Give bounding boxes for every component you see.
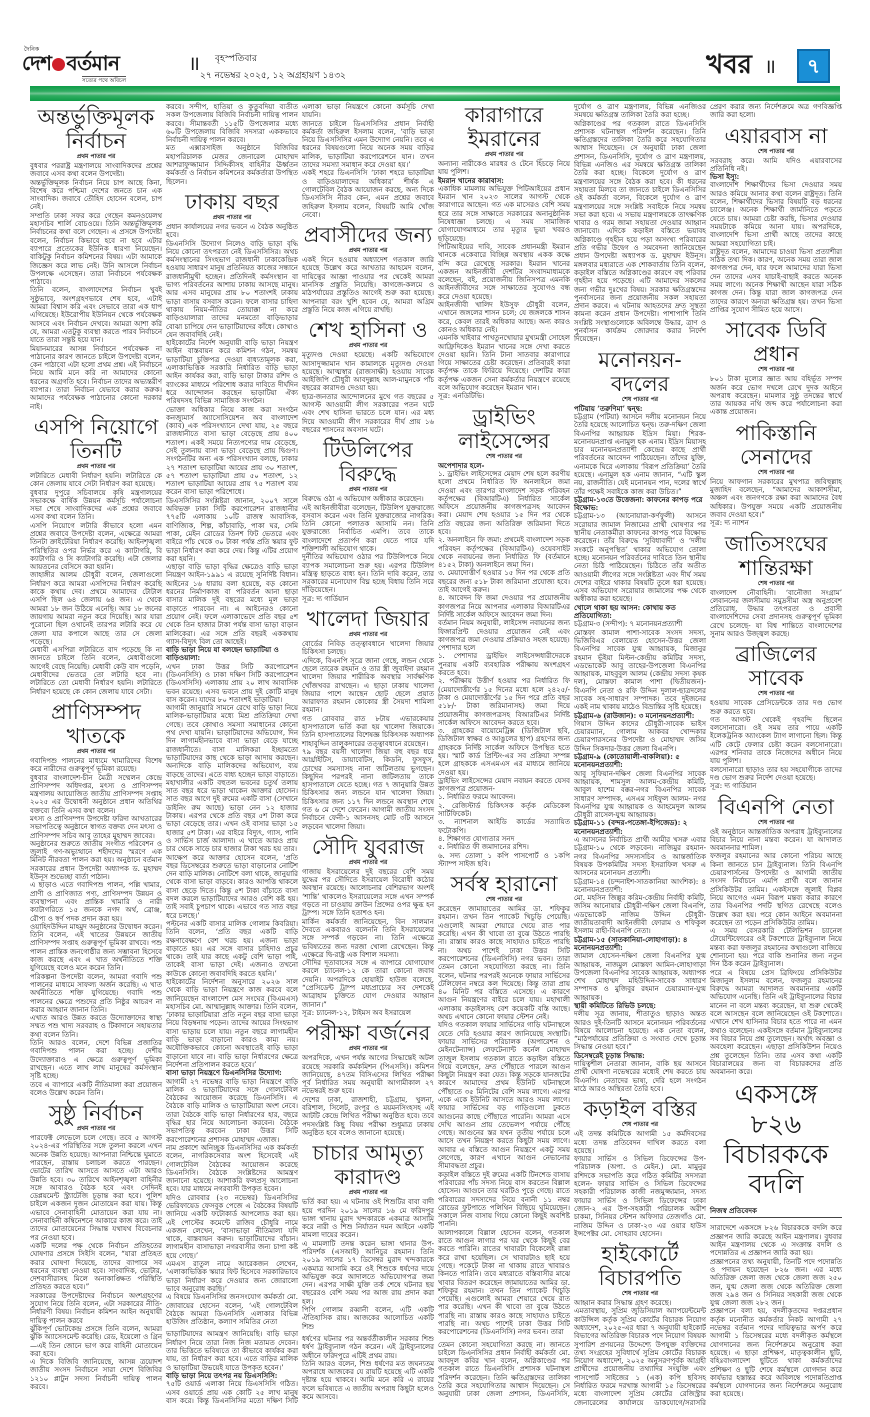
article-paragraph: জামাল হোসেন-দক্ষিণ জেলা বিএনপির যুগ্ম আহ্বায়ক, নাজমুল মোস্তফা আমিন-লোহাগাড়া উপজেলা বিএনপির সাবেক আহ্বায়ক, অধ্যাপক শেখ মোহাম্মদ মহিউদ্দিন-সাবেক সাধারণ সম্পাদক ও মুজিবুর রহমান চেয়ারম্যান-যুগ্ম আহ্বায়ক। (574, 952, 706, 1002)
article-paragraph: জানতে চাইলে ডিএসসিসির প্রধান নির্বাহী কর্মকর্তা জহিরুল ইসলাম বলেন, ‘বাড়ি ভাড়া নিয়ে ডিএসসিসির এমন উদ্যোগ নেয়নি। তবে এ ধরনের বিষয়গুলো নিয়ে অনেক সময় বাড়ির মালিক, ভাড়াটিয়া করপোরেশনে যান। তখন তাদের সমস্যা সমাধান করে দেওয়া হয়।’ (302, 119, 434, 170)
article-paragraph: রাষ্ট্রদূত বলেন, আমাদের চাওয়া ভিসা প্রত্যাশীরা সঠিক তথ্য দিক। কারণ, অনেক সময় তারা জাল কাগজপত্র দেন, যার ফলে আমাদের যারা ভিসা দেন তাদের এসব যাচাই-বাছাই করতে অনেক সময় লাগে। অনেক শিক্ষার্থী আছেন যারা সঠিক কাগজ দেন। কিন্তু যারা জাল কাগজপত্র দেন তাদের কারণে অন্যরা ক্ষতিগ্রস্ত হয়। তখন ভিসা প্রাপ্তির সুযোগ সীমিত হয়ে আসে। (710, 247, 842, 314)
article (710, 421, 842, 528)
article-paragraph: বলসোনারো ছাড়াও তার হয় সহযোগীকে তাদের দণ্ড ভোগ শুরুর নির্দেশ দেওয়া হয়েছে। (710, 765, 842, 782)
article-headline[interactable]: মনোনয়ন-বদলের (598, 347, 682, 396)
article-paragraph: সূত্র: এনডিটিভি। (438, 392, 485, 401)
article-paragraph: এ ছাড়াও এতে গবাদিপশু পালন, পল্লি খামার, প্রাণী ও প্রাণিজাত পণ্য, প্রাণিসম্পদ উন্নয়ন ও ব্যবস্থাপনা এবং প্রান্তিক খামারি ও নারী ক্যাটাগরিতে ১৫ জনকে নগদ অর্থ, ব্রোঞ্জ, রৌপ্য ও স্বর্ণ পদক প্রদান করা হয়। (30, 881, 162, 923)
article-headline[interactable]: পাকিস্তানি সেনাদের (735, 420, 817, 469)
article-paragraph: এমনকি খাইবার পাখতুনখোয়ার মুখ্যমন্ত্রী সোহেল আফ্রিদিকেও ইমরান খানের সঙ্গে দেখা করতে দেওয়া হয়নি। তিনি টানা সাতবার কারাগারে গিয়ে সাক্ষাতের চেষ্টা করেছেন। প্রতিবারই কারা কর্তৃপক্ষ তাকে ফিরিয়ে দিয়েছে। দেশটির কারা কর্তৃপক্ষ একজন সেনা কর্মকর্তার নিয়ন্ত্রণে রয়েছে বলে অভিযোগ করেছেন ইমরান খান। (438, 334, 570, 393)
article (302, 835, 434, 1017)
article-paragraph: ডিসেম্বরেই চূড়ান্ত সিদ্ধান্ত: (574, 1050, 645, 1060)
article-paragraph: গবাদিপশু পালনের মাধ্যমে খামারিদের বিশেষ করে নারীদের গুরুত্বপূর্ণ ভূমিকা রয়েছে। (30, 756, 162, 774)
jump-label: প্রথম পাতার পর (348, 1189, 388, 1197)
article-paragraph: ভাড়াটিয়াদের আমন্ত্রণ জানিয়েছি। বাড়ি ভাড়া নির্ধারণ নিয়ে তারা নিজ নিজ মতামত দেবেন। তার ভিত্তিতে ভবিষ্যতে তা কীভাবে কার্যকর করা যায়, তা নির্ধারণ করা হবে। এতে বাড়ির মালিক ও ভাড়াটিয়া উভয়েই যাতে উপকৃত হবেন।’ (166, 1330, 298, 1372)
article (302, 223, 434, 314)
jump-label: প্রথম পাতার পর (348, 1045, 388, 1053)
article-paragraph: হওয়ায় সাবেক প্রেসিডেন্টকে তার দণ্ড ভোগ শুরু করতে হবে। (710, 699, 842, 716)
article-headline[interactable]: পরীক্ষা বর্জনের (305, 1021, 431, 1046)
jump-label: প্রথম পাতার পর (76, 153, 116, 160)
article-paragraph: সরকারের উপদেষ্টাদের নির্বাচনে অংশগ্রহণের সুযোগ নিয়ে তিনি বলেন, এটা সরকারের নীতি-নির্ধারণী বিষয়। নির্বাচন কমিশন আইন অনুযায়ী দায়িত্ব পালন করবে (30, 1291, 162, 1325)
article-paragraph: ওই অনুষ্ঠানে আন্তর্জাতিক অপরাধ ট্রাইব্যুনালের বিচার নিয়ে নানা মন্তব্য করেন। যা আদালত অবমাননার শামিল। (710, 827, 842, 853)
article-paragraph: ৭৯ বছর বয়সী খালেদা জিয়া বহু বছর ধরে আর্থ্রাইটিস, ডায়াবেটিস, কিডনি, ফুসফুস, চোখের সমস্যাসহ নানা জটিলতায় ভুগছেন। কিছুদিন পরপরই নানা জটিলতায় তাকে হাসপাতালে যেতে হচ্ছে। গত ৭ জানুয়ারি উন্নত চিকিৎসার জন্য লন্ডনে যান খালেদা জিয়া। চিকিৎসার জন্য ১১৭ দিন লন্ডনে অবস্থান শেষে গত ৬ মে দেশে ফেরেন। আগামী জাতীয় সংসদ নির্বাচনে ফেনী-১ আসনসহ মোট ৩টি আসনে লড়বেন খালেদা জিয়া। (302, 747, 434, 831)
article-paragraph: আক্ষেপ করে আক্তার হোসেন বলেন, ‘প্রতি বছর ডিসেম্বরের শুরুতে ভাড়া বাড়ানোর নোটিশ দেন বাড়ি মালিক। নোটিশে বলা থাকে, জানুয়ারি থেকে বাসা ভাড়া বাড়বে। কারও আপত্তি থাকলে বাসা ছেড়ে দিতে। কিন্তু ৫শ টাকা বাঁচাতে বাসা বদল করলে ভাড়াটিয়াদের আরও বেশি কষ্ট হয়। তাই সবাই চুপচাপ থাকে। এভাবে গত সাত বছর ধরে চলছে।’ (166, 853, 298, 920)
article-paragraph: মিয়ানমারের আসন্ন নির্বাচনে পর্যবেক্ষক না পাঠানোর কারণ জানতে চাইলে উপদেষ্টা বলেন, কেন পাঠাবো এটা হলো প্রথম প্রশ্ন। এই নির্বাচনে নিয়ে আমি মনে করি না আমাদের কোনো ধরনের অগ্রগতি হবে। নির্বাচন তাদের অভ্যন্তরীণ ব্যাপার। তারা নির্বাচন যেভাবে করার করুক। আমাদের পর্যবেক্ষক পাঠানোর কোনো দরকার নাই। (30, 344, 162, 411)
article-headline[interactable]: হাইকোর্টে বিচারপতি (598, 1242, 682, 1291)
article (302, 1021, 434, 1137)
article-headline[interactable]: ড্রাইভিং লাইসেন্সের (458, 404, 550, 453)
article-paragraph: সরবরাহ করে। আমি যদিও এয়ারবাসের প্রতিনিধি নই। (710, 156, 842, 173)
article-paragraph: অন্যান্য নারীকেও মারধর ও টেনে হিঁচড়ে নিয়ে যায় পুলিশ। (438, 160, 570, 177)
article-headline[interactable]: খালেদা জিয়ার (306, 607, 430, 632)
article-headline[interactable]: সর্বস্ব হারানো (450, 872, 558, 897)
jump-label: প্রথম পাতার পর (348, 342, 388, 350)
article-paragraph: একাধিক মামলায় অভিযুক্ত পিটিআইয়ের প্রধান ইমরান খান ২০২৩ সালের আগস্ট থেকে কারাগারে আছেন। গত এক মাসেরও বেশি সময় ধরে তার সঙ্গে সাক্ষাতে সরকারের অনানুষ্ঠানিক নিষেধাজ্ঞা চলছে। এ সময় সামাজিক যোগাযোগমাধ্যমে তার মৃত্যুর ভুয়া খবরও ছড়িয়েছে। (438, 184, 570, 243)
jump-label: প্রথম পাতার পর (348, 858, 388, 866)
article-headline[interactable]: শেখ হাসিনা ও (308, 318, 428, 343)
article (302, 1141, 434, 1331)
logo-daily-label: দৈনিক (24, 46, 40, 53)
article-paragraph: অগ্নিকাণ্ডের পর গতকাল রাতে ডিএনসিসি প্রশাসক ঘটনাস্থল পরিদর্শন করেছেন। তিনি ক্ষতিগ্রস্তদের তালিকা তৈরি করে সহযোগিতার আশ্বাস দিয়েছেন। সে অনুযায়ী ঢাকা জেলা প্রশাসন, ডিএনসিসি, দুর্যোগ ও ত্রাণ মন্ত্রণালয়, বিভিন্ন এনজিও এর সমন্বয়ে ক্ষতিগ্রস্ত তালিকা তৈরি করা হচ্ছে। বিকেলে দুর্যোগ ও ত্রাণ মন্ত্রণালয়ের সঙ্গে বৈঠক করা হবে। কী ধরনের সহায়তা মিলবে তা জানতে চাইলে ডিএনসিসির ওই কর্মকর্তা বলেন, বিকেলে দুর্যোগ ও ত্রাণ মন্ত্রণালয়ের সঙ্গে সংশ্লিষ্ট সবাইকে নিয়ে সমন্বয় সভা করা হবে। এ সভায় মন্ত্রণালয়কে তাৎক্ষণিক খাবার ও গরম জামা সহায়তা দেওয়ার আহ্বান জানাবো। এদিকে কড়াইল বস্তিতে ভয়াবহ অগ্নিকাণ্ডে গৃহহীন হয়ে পড়া অসংখ্য পরিবারের প্রতি গভীর উদ্বেগ ও সমবেদনা জানিয়েছেন প্রধান উপদেষ্টা অধ্যাপক ড. মুহাম্মদ ইউনূস। মঙ্গলবার মধ্যরাতে এক শোকবার্তায় তিনি বলেন, কড়াইল বস্তিতে অগ্নিকাণ্ডের কারণে বহু পরিবার গৃহহীন হয়ে পড়েছে। এটি আমাদের সকলের জন্য গভীর দুঃখের বিষয়। সরকার ক্ষতিগ্রস্তদের পুনর্বাসনের জন্য প্রয়োজনীয় সকল সহায়তা প্রদান করবে। এ ঘটনায় আহতদের দ্রুত সুস্থতা কামনা করেন প্রধান উপদেষ্টা। পাশাপাশি তিনি সংশ্লিষ্ট সংস্থাগুলোকে অবিলম্বে উদ্ধার, ত্রাণ ও পুনর্বাসন কার্যক্রম জোরদার করার নির্দেশ দিয়েছেন। (574, 119, 706, 344)
article (438, 103, 570, 401)
newspaper-name (22, 52, 119, 74)
page-header (0, 0, 870, 103)
article-paragraph: দায়িত্বশীল নেতারা জানান, বাকি ছয় আসনে প্রার্থী ঘোষণা নভেম্বরের মধ্যেই শেষ করতে চায় বিএনপি। নেতাদের ভাষ্য, দেরি হলে সংগঠন মাঠে আরও অস্থিরতা তৈরি হবে। (574, 1060, 706, 1093)
article (710, 318, 842, 416)
article-paragraph: ধর্ষণের ঘটনার পর অন্তর্বর্তীকালীন সরকার শিশু ধর্ষণ ট্রাইব্যুনাল গঠন করেন। এই ট্রাইব্যুনালের অধীনে ফরিদপুরে এটিই প্রথম রায়। (302, 1334, 434, 1360)
article-paragraph: সূত্র: দ্য ন্যাশন (710, 519, 749, 528)
article (438, 405, 570, 869)
article-paragraph: পারফেক্ট লেভেলে চলে গেছে। তবে ৫ আগস্ট ২০২৪-এর পরিস্থিতির সঙ্গে তুলনা করলে এখন অনেক উন্নতি হয়েছে। আপনারা নিশ্চিন্তে ঘুমাতে পারছেন, রাস্তায় চলাচল করতে পারছেন। ভোটের তারিখ আসতে আসতে এটা আরও উন্নতি হবে। ৩০ তারিখে আইনশৃঙ্খলা বাহিনীর সঙ্গে আবারও বৈঠক হবে এবং সেদিনই ডেপ্লয়মেন্ট স্ট্র্যাটেজি চূড়ান্ত করা হবে। পুলিশ চাইলে একজন দুজন মোতায়েন করা যায়। কিন্তু এভাবে সেনাবাহিনী মোতায়েন করা যায় না। সেনাবাহিনী কম্বিনেশনে আকারে কাজ করে। তাই তাদের মোতায়েনের সিদ্ধান্ত যথাযথ বিবেচনার পর নেওয়া হবে। (30, 1134, 162, 1242)
article-paragraph: পেশাদার হলে (438, 644, 476, 653)
article-paragraph: ১. নির্ধারিত ফরমে আবেদন। (438, 793, 516, 802)
article-paragraph: একই শহরে ডিএনসিসি ‘ঢাকা শহরে ভাড়াটিয়া ও বাড়িওয়ালাদের অধিকার’ শীর্ষক এ গোলটেবিল বৈঠক আয়োজন করছে, অন্য দিকে ডিএসসিসি নীরব কেন, এমন প্রশ্নের জবাবে জহিরুল ইসলাম বলেন, বিষয়টি আমি খোঁজ নেবো। (302, 169, 434, 219)
article-paragraph: হাইকোর্টের নির্দেশনা অনুসারে ২০২৬ সাল থেকে বাড়ি ভাড়া নিয়ন্ত্রণে কাজ করবে বলে জানিয়েছেন বাংলাদেশ মেস সংঘের (বিএমএস) মহাসচিব মো. আম্মানুল্লাহ আক্তার। তিনি বলেন, ‘ঢাকার ভাড়াটিয়ারা প্রতি নতুন বছর বাসা ভাড়া নিয়ে বিড়ম্বনায় পড়েন। তাদের আয়ের সিংহভাগ বাসা ভাড়ায় চলে যায়। নতুন বছরে লাগামহীন বাড়ি ভাড়া বাড়ানো কারও কাম্য নয়। অযৌক্তিকভাবে কোনো অবস্থাতেই বাড়ি ভাড়া বাড়ানো যাবে না। বাড়ি ভাড়া নির্ধারণের ক্ষেত্রে নির্দেশনা প্রতিপালন করতে হবে।’ (166, 977, 298, 1069)
article-paragraph: অনুষ্ঠানের শুরুতে জাতীয় সংগীত পরিবেশন ও জুলাই গণ-অভ্যুত্থানে শহীদদের স্মরণে এক মিনিট নীরবতা পালন করা হয়। অনুষ্ঠানে বর্তমান সরকারের প্রধান উপদেষ্টা অধ্যাপক ড. মুহাম্মদ ইউনূস শুভেচ্ছা বার্তা পাঠান। (30, 839, 162, 882)
article-headline[interactable]: কারাগারে ইমরানের (464, 103, 544, 151)
article-paragraph: মোস্তফা কামাল পাশা-সাবেক সংসদ সদস্য, ভিজিবিএর বেলায়েত হোসেন-উত্তর জেলা বিএনপির সাবেক যুগ্ম আহ্বায়ক, মিজানুর রহমান ভূঁইয়া মিল্টন-কেন্দ্রীয় কমিটির সদস্য, এডভোকেট আবু তাহের-উপজেলা বিএনপির আহ্বায়ক, মাহবুবুল আলম (কেন্দ্রীয় সদস্য কৃষক দল), মোস্তফা কামাল পাশা (দ্বিতীয়জন)-বিএনপি নেতা ও রফি উদ্দিন দুলাল-ছাত্রদলের সাবেক সহ-সাধারণ সম্পাদক। তবে দুইজনের একই নাম থাকায় মাঠেও বিভ্রান্তির সৃষ্টি হয়েছে। (574, 628, 706, 712)
article-paragraph: ডিএনসিসি উদ্যোগ নিলেও বাড়ি ভাড়া বৃদ্ধি নিয়ে কোনো তৎপরতা নেই ডিএসসিসির। অথচ কর্মসংস্থানের সিংহভাগ রাজধানী ঢাকাকেন্দ্রিক হওয়ায় সাধারণ মানুষ প্রতিনিয়ত কাজের সন্ধানে রাজধানীমুখী হচ্ছেন। প্রতিদিনই কর্মসংস্থান বা ভাগ্য পরিবর্তনের আশায় ঢাকায় আসছে মানুষ। আর এসব মানুষের প্রায় ৮০ শতাংশই ঢাকায় ভাড়া বাসায় বসবাস করেন। ফলে বাসার চাহিদা থাকায় নিয়ম-নীতির তোয়াক্কা না করে বাড়িওয়ালারা তাদের মনমতো বাড়িভাড়ার বোঝা চাপিয়ে দেন ভাড়াটিয়াদের কাঁধে। কোথাও যেন জবাবদিহি নেই। (166, 239, 298, 339)
article-paragraph: হাইকোর্টের নির্দেশ অনুযায়ী বাড়ি ভাড়া নিয়ন্ত্রণ আইন বাস্তবায়ন করে কমিশন গঠন, সমন্বয় ভাড়াটিয়া চুক্তিপত্র দেওয়া বাধ্যতামূলক করা, এলাকাভিত্তিক সরকারি নির্ধারিত বাড়ি ভাড়া আইন কার্যকর করা, বাড়ি ভাড়া টাকার রশিদ ও ব্যাংকের মাধ্যমে পরিশোধ করার দাবিতে দীর্ঘদিন ধরে আন্দোলন করছেন ভাড়াটিয়া ঐক্য পরিষদসহ বিভিন্ন সামাজিক সংগঠন। (166, 339, 298, 406)
article-paragraph: লটারিতে মেধাবী নির্ধারণ হয়নি। লটারিতে কে কোন জেলায় যাবে সেটা নির্ধারণ করা হয়েছে। (30, 471, 162, 489)
article-paragraph: বাংলাদেশ নৌবাহিনী। ‘বানৌজা সংগ্রাম’ লেবাননের জলসীমায় সমুদ্রসীমা অস্ত্র অনুপ্রবেশ প্রতিরোধ, উদ্ধার তৎপরতা ও প্রবাসী বাংলাদেশিদের সেবা প্রদানসহ গুরুত্বপূর্ণ ভূমিকা রেখে চলেছে- যা বিশ্ব শান্তিতে বাংলাদেশের সুনাম আরও উজ্জ্বল করছে। (710, 588, 842, 638)
article (710, 124, 842, 315)
article-paragraph: গিয়াস উদ্দিন কাদের চৌধুরী-সাবেক ভাইস চেয়ারম্যান, গোলাম আকবর খোন্দকার চেয়ারপারসনের উপদেষ্টা ও মোহাম্মদ জসিম উদ্দিন সিকদার-উত্তর জেলা বিএনপি। (574, 719, 706, 753)
issue-date: ২৭ নভেম্বর ২০২৫, ১২ অগ্রহায়ণ ১৪৩২ (200, 71, 346, 81)
jump-label: শেষ পাতার পর (757, 147, 795, 155)
page-number-badge: ৭ (797, 49, 830, 83)
article-paragraph: প্রজ্ঞাপনের তথ্য অনুযায়ী, তিনটি পদে পদোন্নতি ও পদায়ন হয়েছেন ৮২৬ জন। এর মধ্যে অতিরিক্ত জেলা জজ থেকে জেলা জজ ২৫০ জন, যুগ্ম জেলা জজ থেকে অতিরিক্ত জেলা জজ ২৯৪ জন ও সিনিয়র সহকারী জজ থেকে যুগ্ম জেলা জজ ২৮২ জন। (710, 1257, 842, 1308)
jump-label: শেষ পাতার পর (485, 896, 523, 904)
article-continuation (302, 1335, 434, 1401)
article-paragraph: করবে। সন্দীপ, হাতিয়া ও কুতুবদিয়া ব্যতীত সকল উপজেলায় বিজিবি নির্বাচনী দায়িত্ব পালন করবে। সীমান্তবর্তী ১১৫টি উপজেলার মধ্যে ৬০টি উপজেলায় বিজিবি সদস্যরা এককভাবে নির্বাচনী দায়িত্ব পালন করবে। (166, 103, 298, 145)
article-headline[interactable]: ব্রাজিলের সাবেক (735, 642, 817, 691)
article-paragraph: সারাদেশে একসঙ্গে ৮২৬ বিচারককে বদলি করে প্রজ্ঞাপন জারি করেছে আইন মন্ত্রণালয়। বুধবার আইন মন্ত্রণালয় থেকে এ সংক্রান্ত বদলি ও পদোন্নতির এ প্রজ্ঞাপন জারি করা হয়। (710, 1224, 842, 1258)
article-paragraph: একই দিনে হওয়ায় অধ্যাদেশ গতকাল জারি হয়েছে উল্লেখ করে আখতার আহমেদ বলেন, দায়িত্বের আজ্ঞা পাওয়ার পর থেকেই আমরা মানসিক প্রস্তুতি নিয়েছি। কাগজে-কলমে ও মাঠপর্যায়ের প্রস্তুতিও আগেই শুরু করা হয়েছে। আপনারা বরং খুশি হবেন যে, আমরা অগ্রিম প্রস্তুতি নিয়ে কাজ এগিয়ে রাখছি। (302, 256, 434, 314)
article-paragraph: ইমরান খানের কারাবাস: (438, 175, 504, 185)
article (574, 348, 706, 1094)
header-green-rule (30, 86, 840, 101)
header-divider: ॥ (188, 51, 200, 75)
article-paragraph: ৫. নির্ধারিত ফী জমাদানের রশিদ। (438, 843, 529, 852)
article (30, 1101, 162, 1391)
article-paragraph: পরে এ বিষয়ে প্রেস ব্রিফিংয়ে প্রসিকিউটর মিজানুল ইসলাম বলেন, ফজলুর রহমানের বিরুদ্ধে আমরা আদালত অবমাননার একটি অভিযোগ এনেছি। তিনি এই ট্রাইব্যুনালের বিচার মানেন না বলে মন্তব্য করেছেন, যা শুরু থেকেই বলে আসছেন বলে জানিয়েছেন ওই টকশোতে। এখানে শেখ হাসিনার বিচার হতে পারে না এমন কথাও বলেছেন। একইসঙ্গে বর্তমান ট্রাইব্যুনালের সব বিচার নিয়ে প্রশ্ন তুলেছেন। অর্থাৎ অবজ্ঞা ও অবহেলা করেছেন। এছাড়া প্রসিকিউশন নিয়েও প্রশ্ন তুলেছেন তিনি। তার এসব কথা একটি বিচারালয়ের জন্য বা বিচারকদের প্রতি অবমাননা করে। (710, 968, 842, 1077)
article-paragraph: ফায়ার সার্ভিস ও সিভিল ডিফেন্সের উপ-পরিচালক (অপা. ও মেইন.) মো. মামুনুর রশিদকে সভাপতি করে গঠিত কমিটির সদস্যরা হলেন- ফায়ার সার্ভিস ও সিভিল ডিফেন্সের সহকারী পরিচালক কাজী নজমুজ্জামান, সদস্য ফায়ার সার্ভিস ও সিভিল ডিফেন্সের ঢাকা জোন-২ এর উপ-সহকারী পরিচালক অরীশ চাকমা, সিনিয়র স্টেশন অফিসার তেজগাঁও মো. নাজিম উদ্দিন ও ঢাকা-২৩ এর ওয়ার হাউস ইন্সপেক্টর মো. সোহরাব হোসেন। (574, 1155, 706, 1238)
article-headline[interactable]: এয়ারবাস না (724, 123, 828, 148)
article-paragraph: সূত্র: দ্য গার্ডিয়ান (710, 782, 757, 791)
article-headline[interactable]: সাবেক ডিবি প্রধান (725, 318, 827, 367)
article-paragraph: মেধাবী এসপিরা লটারিতে বাদ পড়েছে কি না জানতে চাইলে তিনি বলেন, মেধাবীগুলো আগেই বেছে নিয়েছি। মেধাবী কেউ বাদ পড়েনি, মেধাবীদের ভেতরে তো লটারি হবে না। লটারিতে তো মেধাবী নির্ধারণ হয়নি। লটারিতে নির্ধারণ হয়েছে কে কোন জেলায় যাবে সেটা। (30, 646, 162, 696)
article (710, 1080, 842, 1398)
article-paragraph: সৌদির দূতাবাসের সঙ্গে এ ব্যাপারে যোগাযোগ করলে চ্যানেল-১২ কে তারা কোনো জবাব দেয়নি। অপরদিকে হোয়াইট হাউজ বলেছে, “প্রেসিডেন্ট ট্রাম্প মধ্যপ্রাচ্যের সব দেশকেই আব্রাহাম চুক্তিতে যোগ দেওয়ার আহ্বান জানান।” (302, 959, 434, 1009)
jump-label: প্রথম পাতার পর (76, 747, 116, 755)
article-paragraph: ঝুঁকিপূর্ণ ভোটকেন্দ্র প্রসঙ্গে তিনি বলেন, আমরা ঝুঁকি অ্যাসেসমেন্ট করেছি। রেড, ইয়েলো ও গ্রিন—এই তিন জোনে ভাগ করে বাহিনী মোতায়েন করা হবে। (30, 1324, 162, 1358)
article-paragraph: যদিও গতকাল ফায়ার সার্ভিসের গাড়ি ঘটনাস্থলে যেতে দেরি হওয়ার কারণ জানিয়েছে সংস্থাটি। ফায়ার সার্ভিসের পরিচালক (অপারেশন ও মেইনটেন্যান্স) লেফটেন্যান্ট কর্নেল মোহাম্মদ তাজুল ইসলাম গতকাল রাতে কড়াইল বস্তিতে গিয়ে বলেছেন, দ্রুত পৌঁছাতে পারলে আগুন কিছুটা নিয়ন্ত্রণ করা যেত। কিন্তু সড়কে যানজটের কারণে আমাদের প্রথম ইউনিট ঘটনাস্থলে পৌঁছাতে ৩৫ মিনিটের বেশি সময় লাগে। এরপর একে একে ইউনিট আসতে আরও সময় লাগে। ফায়ার সার্ভিসের বড় গাড়িগুলো ঢুকতে আগুনের কাছে পৌঁছাতে পারেনি। আমরা এসে দেখি আগুন প্রায় তেভেলপ পর্যায়ে পৌঁছে গেছে। আগুনের স্তর যখন তৃতীয় পর্যায়ে চলে আসে তখন নিয়ন্ত্রণ করতে কিছুটা সময় লাগে। আবার এ বস্তিতে আগুন নিয়ন্ত্রণে একটু সময় লেগেছে, কারণ এখানে আগুন নেভানোর সীমাবদ্ধতা প্রচুর। (438, 1021, 570, 1171)
article (710, 642, 842, 790)
article-paragraph: মহাখালীর একটি বহুতল ভবনের চতুর্থ তলায় সাত বছর ধরে ভাড়া থাকেন আক্তার হোসেন। সাত বছর আগে দুই রুমের একটি বাসা (সেখানে ডাইনিং রুম আছে) ভাড়া নেন ১২ হাজার টাকায়। এরপর থেকে প্রতি বছর ৫শ টাকা করে ভাড়া বেড়েছে তার। এখন ওই বাসার ভাড়া ১৫ হাজার ৫শ টাকা। এর বাইরে বিদ্যুৎ, গ্যাস, পানি ও সার্ভিস চার্জ আলাদা। এ খাতে আরও প্রায় চার থেকে সাড়ে চার হাজার টাকা খরচ হয় তার। (166, 778, 298, 854)
article-paragraph: দলীয় সূত্র জানায়, শীতাতুও ছাড়াও অন্তত আরও দুই-তিনটি আসনে মনোনয়ন পরিবর্তনের বিষয়ে আলোচনা হয়েছে। এক নেতা বলেন, “মাঠপর্যায়ের প্রতিক্রিয়া ও সংঘাত দেখে চূড়ান্ত সিদ্ধান্ত নেওয়া হবে।” (574, 1010, 706, 1052)
article-paragraph: এসপি নিয়োগে লটারি কীভাবে হলো এমন প্রশ্নের জবাবে উপদেষ্টা বলেন, এক্ষেত্রে আমরা তিনটা ক্রাইটেরিয়া নির্ধারণ করেছি। আইনশৃঙ্খলা পরিস্থিতির ওপর নির্ভর করে এ ক্যাটাগরি, বি ক্যাটাগরি ও সি ক্যাটাগরি করেছি। এটা জেলার আয়তনের বেসিসে করা হয়নি। (30, 521, 162, 572)
article-paragraph: ৬. সদ্য তোলা ১ কপি পাসপোর্ট ও ১কপি স্ট্যাম্প সাইজ ছবি। (438, 851, 570, 868)
article-paragraph: মার্কিন কর্মকর্তা জানিয়েছেন, বিন সালমান দৈবতে একবারও বলেননি তিনি ইসরায়েলের সঙ্গে সম্পর্ক গড়বেন না। তিনি এক্ষেত্রে ভবিষ্যতের জন্য দরজা খোলা রেখেছেন। কিন্তু এক্ষেত্রে দ্বি-রাষ্ট্র এক বিশাল সমস্যা। (302, 917, 434, 959)
article (710, 795, 842, 1077)
article-paragraph: বোর্ডের নিবিড় তত্ত্বাবধানে খালেদা জিয়ার চিকিৎসা চলছে। (302, 640, 434, 657)
jump-label: শেষ পাতার পর (757, 690, 795, 698)
article-paragraph: ৭৫টি ওয়ার্ড এলাকা নিয়ে ডিএসসিসি গঠিত। এসব ওয়ার্ডে প্রায় এক কোটি ২৫ লাখ মানুষ বাস করে। কিন্তু ডিএনসিসির মতো দক্ষিণ সিটি এলাকা ভাড়া নিয়ন্ত্রণে কোনো কর্মসূচি দেখা যায়নি। (166, 103, 434, 1405)
article-paragraph: প্রজ্ঞাপনে বলা হয়, বদলীকৃতদের দপ্তরপ্রধান কর্তৃক মনোনীত কর্মকর্তার নিকট আগামী ২৭ নভেম্বর বর্তমান পদের দায়িত্বভার অর্পণ করে আগামী ১ ডিসেম্বরের মধ্যে বদলীকৃত কর্মস্থলে যোগদানের জন্য নির্দেশক্রমে অনুরোধ করা হয়েছে। এ ছাড়া প্রশিক্ষণ, মাতৃত্বকালীন ছুটি, বহিঃবাংলাদেশ ছুটিতে থাকা কর্মকর্তাদের প্রশিক্ষণ ও ছুটি শেষে কর্মস্থলে যোগদান করে কার্যভার হস্তান্তর করে অবিলম্বে পদোন্নতিপ্রাপ্ত কর্মস্থলে যোগদানের জন্য নির্দেশক্রমে অনুরোধ করা হয়েছে। (710, 1307, 842, 1399)
article-paragraph: বাড়ি ভাড়া নিয়ে যা বলছেন ভাড়াটিয়া ও বাড়িওয়ালা: (166, 645, 279, 663)
article-paragraph: অপরদিকে, এখন পর্যন্ত আগের সিদ্ধান্তেই অটল রয়েছে সরকারি কর্মকমিশন (পিএসসি)। কমিশন জানিয়েছে, ৪৭তম বিসিএসের লিখিত পরীক্ষা পূর্ব নির্ধারিত সময় অনুযায়ী আগামীকাল ২৭ নভেম্বরই শুরু হবে। (302, 1054, 434, 1096)
tagline: সত্যের পথে অবিচল (82, 78, 127, 84)
article-paragraph: এছাড়া বাড়ি ভাড়া বৃদ্ধির ক্ষেত্রেও বাড়ি ভাড়া নিয়ন্ত্রণ আইন-১৯৯১ এ রয়েছে সুনির্দিষ্ট বিধান। আইনের ১৬ ধারায় বলা হয়েছে, বড় কোনো ধরনের নির্মাণকাজ বা পরিবর্তন আনা ছাড়া বাসার মালিক দুই বছরের মধ্যে মূল ভাড়া বাড়াতে পারবেন না। এ আইনেরও কোনো প্রয়োগ নেই। ফলে এলাকাভেদে প্রতি বছর ৫শ থেকে তিন হাজার টাকা পর্যন্ত বাসা ভাড়া বাড়ান মালিকেরা। এর সঙ্গে প্রতি বছরই এককথায় গ্যাস-বিদ্যুৎ বিল তো আছেই। (166, 563, 298, 646)
article (302, 607, 434, 831)
article-paragraph: সূত্র: দ্য গার্ডিয়ান (302, 594, 349, 603)
article-headline[interactable]: প্রাণিসম্পদ খাতকে (51, 699, 141, 748)
article-paragraph: আগামী জানুয়ারি সামনে রেখে বাড়ি ভাড়া নিয়ে মালিক-ভাড়াটিয়ার মধ্যে মিশ্র প্রতিক্রিয়া দেখা গেছে। তবে কোথাও সমস্যা সমাধানের কোনো পথ দেখা যায়নি। ভাড়াটিয়াদের অভিযোগ, দিন দিন লাগামহীনভাবে বাসা ভাড়া বেড়ে যাচ্ছে রাজধানীতে। বাসা মালিকরা ইচ্ছামতো ভাড়াটিয়াদের কাছ থেকে ভাড়া আদায় করছেন। অন্যদিকে বাড়ি মালিকদের অভিযোগ, ব্যয় বাড়ছে তাদের। এতে বাধ্য হচ্ছেন ভাড়া বাড়াতে। (166, 704, 298, 779)
article-paragraph: চট্টগ্রাম-১১ (বন্দর-পতেঙ্গা-ইপিজেড): ২ মনোনয়নপ্রত্যাশী: (574, 818, 688, 836)
article-headline[interactable]: একসঙ্গে ৮২৬ বিচারককে বদলি (723, 1080, 829, 1201)
article-paragraph: স্থায়ী কমিটিতে রিভিউ চলছে: (574, 1000, 656, 1010)
article-paragraph: চট্টগ্রাম-১৩তে উত্তেজনা: কাফনের কাপড় পরে বিক্ষোভ: (574, 494, 703, 513)
jump-label: শেষ পাতার পর (621, 395, 659, 403)
article (302, 438, 434, 603)
jump-label: শেষ পাতার পর (757, 818, 795, 826)
article-paragraph: বুধবার বাংলাদেশ-চীন মৈত্রী সম্মেলন কেন্দ্রে প্রাণিসম্পদ অধিদপ্তর, মৎস্য ও প্রাণিসম্পদ মন্ত্রণালয় আয়োজিত জাতীয় প্রাণিসম্পদ সপ্তাহ ২০২৫ এর উদ্বোধনী অনুষ্ঠানে প্রধান অতিথির বক্তব্যে তিনি এসব কথা বলেন। (30, 773, 162, 815)
masthead-logo[interactable] (22, 46, 187, 86)
article-paragraph: চট্টগ্রাম-১৫ (সাতকানিয়া-লোহাগাড়া): ৪ মনোনয়নপ্রত্যাশী: (574, 934, 688, 952)
article-paragraph: এই তদন্ত কমিটিকে আগামী ১৫ কর্মদিবসের মধ্যে তদন্ত প্রতিবেদন দাখিল করতে বলা হয়েছে। (574, 1130, 706, 1155)
article-headline[interactable]: চাচার আমৃত্যু কারাদণ্ড (312, 1141, 424, 1190)
article-paragraph: মো. মহসিন জিল্লুর করিম-কেন্দ্রীয় নির্বাহী কমিটি, জসিম আনোয়ার চৌধুরী-দক্ষিণ জেলা বিএনপি, এডভোকেট নাজিম উদ্দিন চৌধুরী-জাতীয়তাবাদী আইনজীবী ফোরাম ও শফিকুল ইসলাম রাহী-বিএনপি নেতা। (574, 894, 706, 936)
article-headline[interactable]: ঢাকায় বছর (185, 189, 279, 214)
jump-label: শেষ পাতার পর (757, 579, 795, 587)
article-paragraph: পরিকল্পনা উপদেষ্টা বলেন, আমরা গবাদি পশু পালনের মাধ্যমে সাফল্য অর্জন করেছি। এ খাত অর্থনীতিতে শক্তি যুগিয়েছে। গবাদি পশু পালনের ক্ষেত্রে পশুদের প্রতি নিষ্ঠুর আচরণ না করার আহ্বান জানান তিনি। (30, 972, 162, 1014)
article-paragraph: নাম প্রকাশে অনিচ্ছুক ডিএনসিসির এক কর্মকর্তা বলেন, নাগরিকসেবার অংশ হিসেবেই এই গোলটেবিল বৈঠকের আয়োজন করেছে ডিএনসিসি। বৈঠকে সংশ্লিষ্টদের আমন্ত্রণ জানানো হয়েছে। আশাকরি ফলপ্রসূ আলোচনা হবে। যার মাধ্যমে নগরবাসী উপকৃত হবেন। (166, 1143, 298, 1194)
jump-label: প্রথম পাতার পর (212, 213, 252, 221)
article-paragraph: তবে এ ব্যাপারে একটি নীতিমালা করা প্রয়োজন বলেও উল্লেখ করেন তিনি। (30, 1080, 162, 1097)
article-continuation (166, 103, 298, 186)
article-paragraph: এদিকে, বিএনপি সূত্রে জানা গেছে, লন্ডন থেকে ছেলে তারেক রহমান ও তার স্ত্রী জুবাইদা রহমান খালেদা জিয়ার শারীরিক অবস্থার সার্বক্ষণিক খোঁজখবর রাখছেন। এ ছাড়া ঢাকায় খালেদা জিয়ার পাশে আছেন ছোট ছেলে প্রয়াত আরাফাত রহমান কোকোর স্ত্রী সৈয়দা শামিলা রহমান। (302, 656, 434, 715)
jump-label: শেষ পাতার পর (621, 1290, 659, 1298)
article-paragraph: আবু সুফিয়ান-দক্ষিণ জেলা বিএনপির সাবেক আহ্বায়ক, শামসুল আলম-কেন্দ্রীয় কমিটি, আবুল হাশেম বক্কর-নগর বিএনপির সাবেক সাধারণ সম্পাদক, এসএম সাইফুল আলম- নগর বিএনপির যুগ্ম আহ্বায়ক ও আহমেদুল আলম চৌধুরী রাসেল-যুগ্ম আহ্বায়ক। (574, 769, 706, 820)
article (574, 1097, 706, 1238)
article-headline[interactable]: অন্তর্ভুক্তিমূলক নির্বাচন (37, 105, 155, 153)
article-paragraph: আলাপকালে বিল্লাল হোসেন বলেন, গতকাল রাতে আগুন লাগার পর ঘর থেকে কিছুই বের করতে পারিনি। রাতের খাবারটা বিকেলেই রান্না করে রাখা হয়েছিল। সে খাবারটাও ছাই হয়ে গেছে। পকেটে টাকা না থাকায় রাতে খাবারও কিনতে পারিনি। তবে মধ্যরাতে বস্তিবাসীর মাঝে খাবার বিতরণ করেছেন জামায়াতের আমির ডা. শফিকুর রহমান। তখন তিন প্যাকেট খিচুড়ি পেয়েছি। এগুলোই আমরা শেয়ারে খেয়ে রাত পার করেছি। এখন কী খাবো তা বুঝে উঠতে পারছি না। রাস্তায় কারও কাছে সাহায্যও চাইতে পারছি না। অথচ পাশেই ঢাকা উত্তর সিটি করপোরেশনের (ডিএনসিসি) নগর ভবন। তারা (438, 1228, 570, 1337)
weekday: বৃহস্পতিবার (215, 54, 257, 64)
article-paragraph: ২. পরীক্ষায় উত্তীর্ণ হওয়ার পর নির্ধারিত ফি (মেয়াদোত্তীর্ণের ১৫ দিনের মধ্যে হলে ২৪২৫/- টাকা ও মেয়াদোত্তীর্ণের ১৫ দিন পরে প্রতি বছর ৫১৮/- টাকা জরিমানাসহ) জমা দিয়ে প্রয়োজনীয় কাগজপত্রসহ বিআরটিএর নির্দিষ্ট সার্কেল অফিসে আবেদন করতে হবে। (438, 677, 570, 727)
jump-label: প্রথম পাতার পর (484, 151, 524, 158)
article-headline[interactable]: জাতিসংঘের শান্তিরক্ষা (724, 531, 828, 580)
article-paragraph: মৎস্য ও প্রাণিসম্পদ উপদেষ্টা ফরিদা আখতারের সভাপতিত্বে অনুষ্ঠানে স্বাগত বক্তব্য দেন মৎস্য ও প্রাণিসম্পদ সচিব আবু তাহের মুহাম্মদ জাবের। (30, 815, 162, 840)
article-paragraph: দুর্নীতির অভিযোগ ওঠার পর টিউলিপকে নিয়ে ব্যাপক সমালোচনা শুরু হয়। এরপর টিউলিপ মন্ত্রিত্ব ছাড়তে বাধ্য হন। তিনি দাবি করেন, তার সরকারের মনোযোগ বিঘ্ন হচ্ছে বিধায় তিনি সরে দাঁড়িয়েছেন। (302, 553, 434, 595)
logo-emblem-icon (52, 58, 65, 71)
article-paragraph: আগামী ২৭ নভেম্বর বাড়ি ভাড়া নিয়ন্ত্রণে বাড়ি মালিক ও ভাড়াটিয়াদের সঙ্গে গোলটেবিল বৈঠকের আয়োজন করেছে ডিএনসিসি। এ বৈঠকে বাড়ি মালিক ও ভাড়াটিয়ারা অংশ নেবে। তারা বৈঠকে বাড়ি ভাড়া নির্ধারণের হার, বছরে বৃদ্ধির হার নিয়ে আলোচনা করবেন। বৈঠকে সভাপতিত্ব করবেন ঢাকা উত্তর সিটি করপোরেশনের প্রশাসক মোহাম্মদ এজাজ। (166, 1077, 298, 1144)
logo-name-part-b: বর্তমান (66, 51, 120, 75)
article-headline[interactable]: কড়াইল বস্তির (583, 1097, 697, 1122)
jump-label: প্রথম পাতার পর (348, 631, 388, 639)
article-paragraph: জাহাঙ্গীর আলম চৌধুরী বলেন, জেলাগুলো নির্ধারণ করে আমরা এসপিদের নির্ধারণ করেছি কাকে কথায় দেব। প্রথমে আমাদের টোটাল এসপি ছিল ৬৪ জেলায় ৬৪ জন। এ থেকে আমরা ১৮ জন উঠিয়ে এনেছি। আর ১৮ জনের জায়গায় আমরা নতুন করে দিয়েছি। আর যারা পুরোনো ছিল ওখানেই তারপর লটারি করে যে জেলা যার কপালে আছে তার সে জেলা পড়েছে। (30, 571, 162, 646)
article-paragraph: গাজায় ইসরায়েলের দুই বছরের বেশি সময় যুদ্ধের পর সৌদিতে ইসরায়েল বিরোধী কঠোর অবস্থান রয়েছে। আলোচনার বেশিরভাগ অংশই ‘শান্তি’ থাকলেও ইসরায়েলের সঙ্গে এখন সম্পর্ক গড়তে না চাওয়ায় ক্রাউন প্রিন্সের ওপর ক্ষুব্ধ হন ট্রাম্প। সঙ্গে তিনি হতাশও হন। (302, 867, 434, 918)
article-paragraph: নিয়ে আফগান সরকারের মুখপাত্র জবিহুল্লাহ মুজাহিদ বলেছেন, “আমাদের আকাশসীমা, অঞ্চল এবং জনগণকে রক্ষা করা আমাদের বৈধ অধিকার। উপযুক্ত সময়ে একটি প্রয়োজনীয় জবাব দেওয়া হবে।” (710, 477, 842, 519)
byline: নিজস্ব প্রতিবেদক (710, 1206, 842, 1218)
article-paragraph: খোলে থাকা ছয় আসন: কোথায় কত প্রতিযোগিতা: (574, 602, 676, 621)
article-paragraph: যদিও রোববার (২৩ নভেম্বর) ডিএনসিসির ভেরিফায়েড ফেসবুক পেজে এ বৈঠকের বিষয়টি জানিয়ে একটি ফটোকার্ড আপলোড করা হয়। এই পোস্টের কমেন্টে রাজিব চৌধুরি নামে একজন লেখেন, ‘বাসাভাড়া নীতিমালা যদি থাকে, বাস্তবায়ন করুন। ভাড়াটিয়াদের বাঁচান। লাগামহীন বাসাভাড়া নগরবাসীর জন্য চাপা কষ্ট হয়ে গেছে।’ (166, 1193, 298, 1260)
article-paragraph: আইনজীবী খালিদ ইউসুফ চৌধুরী বলেন, এখানে জঙ্গলের শাসন চলে; যে জঙ্গলকে শাসন করে, কেবল তারই অধিকার আছে। অন্য কারও কোনও অধিকার নেই। (438, 301, 570, 334)
article-paragraph: অন্তর্ভুক্তিমূলক নির্বাচন নিয়ে চাপ আছে কিনা, বিশেষ করে পশ্চিমা দেশের জনতে চান এক সাংবাদিক। জবাবে তৌহিদ হোসেন বলেন, চাপ নেই। (30, 178, 162, 212)
article-paragraph: ২. রেজিস্টার্ড চিকিৎসক কর্তৃক মেডিকেল সার্টিফিকেট। (438, 801, 570, 819)
article-paragraph: এমএস রাতুল নামে আরেকজন লেখেন, ‘এলাকাভিত্তিক স্কয়ার ফিট হিসেবে সরকারিভাবে ভাড়া নির্ধারণ করে দেওয়ার জন্য জোরালো ভাবে অনুরোধ করছি।’ (166, 1260, 298, 1293)
article-paragraph: ভোক্তা অধিকার নিয়ে কাজ করা সংগঠন কনজ্যুমার্স অ্যাসোসিয়েশন অব বাংলাদেশ (ক্যাব) এক পরিসংখ্যানে দেখা যায়, ২৫ বছরে রাজধানীতে বাসা ভাড়া বেড়েছে প্রায় ৪০০ শতাংশ। একই সময়ে নিত্যপণ্যের দাম বেড়েছে, সেই তুলনায় বাসা ভাড়া বেড়েছে প্রায় দ্বিগুণ। সংগঠনটির অন্য এক পরিসংখ্যান বলছে, ঢাকার ২৭ শতাংশ ভাড়াটিয়া আয়ের প্রায় ৩০ শতাংশ, ৫৭ শতাংশ ভাড়াটিয়া প্রায় ৫০ শতাংশ, ১২ শতাংশ ভাড়াটিয়া আয়ের প্রায় ৭৫ শতাংশ ব্যয় করেন বাসা ভাড়া পরিশোধে। (166, 405, 298, 497)
article (166, 190, 298, 1326)
article-paragraph: তিনি আরও বলেন, শিশু ধর্ষণের মত জঘন্যতম অপরাধে আজকের যে রায়টি হয়েছে এটি একটি দৃষ্টান্ত হয়ে থাকবে। আমি মনে করি এ রায়ের ফলে ভবিষ্যতে এ জাতীয় অপরাধ কিছুটা হলেও কমে আসবে। (302, 1359, 434, 1402)
article-paragraph: পিপি গোলাম রব্বানী বলেন, এটি একটি ঐতিহাসিক রায়। আজকের আলোচিত একটি শিশু (302, 1306, 434, 1331)
article-paragraph: করেছেন জামায়াতের আমির ডা. শফিকুর রহমান। তখন তিন প্যাকেট খিচুড়ি পেয়েছি। এগুলোই আমরা শেয়ারে খেয়ে রাত পার করেছি। এখন কী খাবো তা বুঝে উঠতে পারছি না। রাস্তায় কারও কাছে সাহায্যও চাইতে পারছি না। অথচ পাশেই ঢাকা উত্তর সিটি করপোরেশনের (ডিএনসিসি) নগর ভবন। তারা তেমন কোনো সহযোগিতা করছে না। তিনি বলেন, ঘটনার পরপরই অনেকে ফায়ার সার্ভিসের টেলিফোন নম্বরে কল দিয়েছে। কিন্তু তারা প্রায় ৪০ মিনিট পর বস্তিতে এসেছে। এ কারণে আগুন নিয়ন্ত্রণের বাইরে চলে যায়। মহাখালী এলাকায় কড়াইলসহ বেশ কয়েকটি বস্তি আছে। অথচ এখানে কোনো ফায়ার স্টেশন নেই। (438, 905, 570, 1022)
article (30, 415, 162, 696)
jump-label: শেষ পাতার পর (757, 366, 795, 374)
article-paragraph: পল্টনের একটি বাসার মালিক গোলাম কিবরিয়া। তিনি বলেন, ‘প্রতি বছর একটি বাড়ি রক্ষণাবেক্ষণে বেশ খরচ হয়। এজন্য ভাড়া বাড়াতে হয়। এর সঙ্গে বাসার চাহিদাও প্রচুর থাকে। তাই যার কাছে একটু বেশি ভাড়া পাই, তাকেই বাসা ভাড়া দেই। এজন্যও তখনো কাউকে কোনো জবাবদিহি করতে হয়নি।’ (166, 919, 298, 978)
jump-label: শেষ পাতার পর (621, 1121, 659, 1129)
article-paragraph: অপেশাদার হলে- (438, 460, 485, 470)
article-headline[interactable]: প্রবাসীদের জন্য (303, 223, 433, 248)
article-paragraph: বাড়ি ভাড়া নিয়ে তৎপর নয় ডিএসসিসি: (166, 1370, 278, 1380)
article-paragraph: এ দিকে বিজিবি জানিয়েছে, আসন্ন ত্রয়োদশ জাতীয় সংসদ নির্বাচনে সারা দেশে বিজিবির ১২১০ প্লাটুন সদস্য নির্বাচনী দায়িত্ব পালন করবে। (30, 1358, 162, 1391)
article-paragraph: এ আসনের নির্বাচিত প্রার্থী আমীর খসরু এবার চট্টগ্রাম-১০ থেকে লড়বেন। নাজিমুর রহমান-নগর বিএনপির সদস্যসচিব ও আন্তর্জাতিক বিষয়ক উপকমিটির সদস্য ইসরাফিল খসরু এ আসনের মনোনয়ন প্রত্যাশী। (574, 836, 706, 878)
article-grid (30, 103, 842, 1417)
article (30, 700, 162, 1097)
article-paragraph: সূত্র: চ্যানেল-১২, টাইমস অব ইসরায়েল (302, 1008, 412, 1017)
jump-label: প্রথম পাতার পর (348, 486, 388, 494)
article-paragraph: এখন ঢাকা উত্তর সিটি করপোরেশন (ডিএনসিসি) ও ঢাকা দক্ষিণ সিটি করপোরেশন (ডিএসসিসি) এলাকায় প্রায় ২০ লাখ আবাসিক ভবন রয়েছে। এসব ভবনে প্রায় দুই কোটি মানুষ বাস করেন। যাদের ৮০ শতাংশই ভাড়াটিয়া। (166, 662, 298, 704)
article-paragraph: এই আইনজীবীরা বলেছেন, টিউলিপ যুক্তরাজ্যে বসবাস করেন এবং তিনি যুক্তরাজ্যের নাগরিক। তিনি কোনো পলাতক আসামি নন। তিনি যুক্তরাজ্যে নির্বাচিত এমপি। তবে তাকে বাংলাদেশে প্রত্যর্পণ করা যেতে পারে যদি শক্তিশালী অভিযোগ থাকে। (302, 503, 434, 553)
article-headline[interactable]: টিউলিপের বিরুদ্ধে (323, 438, 413, 487)
article-paragraph: পটিয়ায় ‘তরুণিমা’ দ্বন্দ্ব: (574, 403, 643, 413)
article-paragraph: ৩. গ্রাহকের বায়োমেট্রিক্স (ডিজিটাল ছবি, ডিজিটাল স্বাক্ষর ও আঙুলের ছাপ) গ্রহণের জন্য গ্রাহককে নির্দিষ্ট সার্কেল অফিসে উপস্থিত হতে হয়। স্মার্ট কার্ড প্রিন্টিং-এর সব প্রক্রিয়া সম্পন্ন হলে গ্রাহককে এসএমএস এর মাধ্যমে জানিয়ে দেওয়া হয়। (438, 727, 571, 777)
article-paragraph: গত রোববার রাত ৮টায় এভারকেয়ার হাসপাতালে ভর্তি করা হয় খালেদা জিয়াকে। তিনি হাসপাতালের বিশেষজ্ঞ চিকিৎসক অধ্যাপক শাহাবুদ্দিন তালুকদারের তত্ত্বাবধানে রয়েছেন। (302, 714, 434, 748)
article-paragraph: ভিসা ইস্যু: (710, 172, 740, 182)
article-paragraph: ৮০১ টাকা মূল্যের জ্ঞাত আয় বহির্ভূত সম্পদ অর্জন করে ভোগ দখলে রেখে দুদক আইনে অপরাধ করেছেন। মামলার সুষ্ঠু তদন্তের স্বার্থে তার আয়কর নথি জব্দ করে পর্যালোচনা করা একান্ত প্রয়োজন। (710, 375, 842, 417)
jump-label: প্রথম পাতার পর (348, 247, 388, 255)
article-paragraph: চট্টগ্রাম (পটিয়া) আসনে দলীয় মনোনয়ন নিয়ে তৈরি হয়েছে আলোচিত দ্বন্দ্ব। তরু-দক্ষিণ জেলা বিএনপির আহ্বায়ক ইদ্রিস মিয়া। শিরক-মনোনয়নপ্রাপ্ত এনামুল হক এনাম। ইদ্রিস মিয়াসহ চার মনোনয়নপ্রত্যাশী কেন্দ্রের কাছে প্রার্থী পরিবর্তনের আবেদন পাঠিয়েছেন। তাঁদের যুক্তি, এনামকে ঘিরে এলাকায় ‘বিরূপ প্রতিক্রিয়া’ তৈরি হয়েছে। এনামুল হক এনাম জানান, “এটি স্কুল নয়, রাজনীতি। যেই মনোনয়ন পান, দলের স্বার্থে তাঁর পক্ষেই সবাইকে কাজ করা উচিত।” (574, 412, 706, 496)
article-paragraph: ডিএসসিসির সংশ্লিষ্টরা জানান, ২০০৭ সালে অবিভক্ত ঢাকা সিটি করপোরেশন রাজধানীর ৭৭৫টি এলাকায় ১০টি রাজস্ব আবাসিক, বাণিজ্যিক, শিল্প, কাঁচাবাড়ি, পাকা ঘর, সেমি পাকা, মেইন রোডের তিনশ ফিট ভেতরে এবং বাইরে পাঁচ থেকে ৩০ টাকা পর্যন্ত প্রতি স্কয়ার ফুট ভাড়া নির্ধারণ করা করে দেয়। কিন্তু এটির প্রয়োগ করা হয়নি। (166, 496, 298, 563)
jump-label: প্রথম পাতার পর (76, 462, 116, 470)
jump-label: শেষ পাতার পর (757, 468, 795, 476)
article-paragraph: ২. অনলাইনে ফি জমা: প্রথমেই বাংলাদেশ সড়ক পরিবহন কর্তৃপক্ষের (বিআরটিএ) ওয়েবসাইট থেকে নবায়নের জন্য নির্ধারিত ফি (বর্তমানে ৪১৫২ টাকা) অনলাইনে জমা দিন। (438, 536, 570, 570)
article-paragraph: তিনি বলেন, বাংলাদেশের নির্বাচন খুবই সুষ্ঠুভাবে, অংশগ্রহণভাবে শেষ হবে, এটাই আমরা বিশ্বাস করি এবং সেভাবে তারা এক ধাপ এগিয়েছে। ইউরোপীয় ইউনিয়ন থেকে পর্যবেক্ষক আসবে এবং নির্বাচন দেখবে। আমরা আশা করি যে, আমরা এতটুকু ব্যবস্থা করতে পারব নির্বাচনে যাতে তারা সন্তুষ্ট হয়ে যান। (30, 286, 162, 345)
article-paragraph: মৃত্যুদণ্ড দেওয়া হয়েছে। একটি অভিযোগে আসাদুজ্জামান খান কামালকে মৃত্যুদণ্ড দেওয়া হয়েছে। আত্মস্বার (রাজসাক্ষী) হওয়ায় সাবেক আইজিপি চৌধুরী আবদুল্লাহ আল-মামুনকে পাঁচ বছরের কারাদণ্ড দেওয়া হয়। (302, 351, 434, 393)
article-paragraph: পিটিআইয়ের দাবি, সাবেক প্রধানমন্ত্রী ইমরান খানকে একেবারে বিচ্ছিন্ন অবস্থায় একক কক্ষে বন্দি করে রেখেছে সরকার। ইমরান খানের একজন আইনজীবী দেশটির সংবাদমাধ্যমকে বলেছেন, বই, প্রয়োজনীয় জিনিসপত্র এমনকি আইনজীবীদের সঙ্গে সাক্ষাতের সুযোগও বন্ধ করে দেওয়া হয়েছে। (438, 242, 570, 301)
article (438, 872, 570, 1336)
article-paragraph: ৩. ন্যাশনাল আইডি কার্ডের সত্যায়িত ফটোকপি। (438, 818, 570, 835)
article-paragraph: এ মামলাটি তদন্ত করেন ভাঙ্গা থানার উপ-পরিদর্শক (এসআই) আনিচুর রহমান। তিনি ২০১৯ সালের ১৭ ডিসেম্বর মুরাদ খন্দকারকে একমাত্র আসামি করে ওই শিশুকে ধর্ষণের দায়ে অভিযুক্ত করে আদালতে অভিযোগপত্র জমা দেন। এরপর সাক্ষী যুক্তি তর্ক শেষে ঘটনার ছয় বছরেরও বেশি সময় পর আজ রায় প্রদান করা হল। (302, 1239, 434, 1306)
article (30, 105, 162, 411)
article-paragraph: এখাত আরও উন্নত করতে উদ্যোক্তাদের স্বাস্থ্য সম্মত পশু খাদ্য সরবরাহ ও টিকাদানে সহায়তার কথা বলেন তিনি। (30, 1014, 162, 1039)
article-paragraph: মত এক্সারসাইজ অনুষ্ঠানে বিজিবির মহাপরিচালক মেজর জেনারেল মোহাম্মদ আশরাফুজ্জামান সিদ্দিকীসহ বাহিনীর ঊর্ধ্বতন কর্মকর্তা ও নির্বাচন কমিশনের কর্মকর্তারা উপস্থিত ছিলেন। (166, 144, 299, 186)
article-paragraph: তেমন কোনো সহযোগিতা করছে না। জানতে চাইলে ডিএনসিসির প্রধান নির্বাহী কর্মকর্তা মো. আবদুল কবির খান বলেন, অগ্নিকাণ্ডের পর গতকাল রাতে ডিএনসিসি প্রশাসক ঘটনাস্থল পরিদর্শন করেছেন। তিনি ক্ষতিগ্রস্তদের তালিকা তৈরি করে সহযোগিতার আশ্বাস দিয়েছেন। সে অনুযায়ী ঢাকা জেলা প্রশাসন, ডিএনসিসি, দুর্যোগ ও ত্রাণ মন্ত্রণালয়, বিভিন্ন এনজিওর সমন্বয়ে ক্ষতিগ্রস্ত তালিকা তৈরি করা হচ্ছে। (438, 103, 706, 1399)
logo-name-part-a: দেশ (22, 51, 52, 75)
article-paragraph: কড়াইল বস্তিতে দুই রুমের একটি টিনশেড বাসায় পরিবারের পাঁচ সদস্য নিয়ে বাস করতেন বিল্লাল হোসেন। আগুনে তার ঘরটিও পুড়ে গেছে। রাতে পরিবারের সদস্যদের নিয়ে বনানী ১১ নম্বর রোডের ফুটপাতে পলিথিন বিছিয়ে ঘুমিয়েছেন। সকালে নিজ বাসায় গিয়ে কোনো কিছুই অবশিষ্ট পাননি। (438, 1170, 570, 1229)
article-paragraph: এমতাবস্থায়, সুপ্রিম জুডিসিয়াল অ্যাপয়েন্টমেন্ট কাউন্সিল কর্তৃক সুপ্রিম কোর্টের বিচারক নিয়োগ অধ্যাদেশ, ২০২৫-এর ধারা ৭ অনুযায়ী হাইকোর্ট বিভাগের অতিরিক্ত বিচারক পদে নিয়োগ বিষয়ক সুপারিশ প্রণয়নের উদ্দেশ্যে উপযুক্ত ব্যক্তিদের তথ্য সংগ্রহের সুবিধার্থে সুপ্রিম কোর্টের বিচারক নিয়োগ অধ্যাদেশ, ২০২৫ অনুসরণপূর্বক আগ্রহী প্রার্থীদের প্রয়োজনীয় তথ্যাদির সংযুক্তি এবং পাসপোর্ট সাইজের ১ (এক) কপি ছবিসহ নির্ধারিত ফরমে দরখাস্ত আগামী ১৫ ডিসেম্বরের মধ্যে বাংলাদেশ সুপ্রিম কোর্টের রেজিস্ট্রার জেনারেলের কার্যালয়ে ডাকযোগে/সরাসরি প্রেরণ করার জন্য নির্দেশক্রমে অত্র গণবিজ্ঞপ্তি জারি করা হলো। (574, 103, 842, 1407)
article-paragraph: চট্টগ্রাম-১৩ (আনোয়ারা-কর্ণফুলী) আসনে সরোয়ার জামাল নিজামের প্রার্থী ঘোষণার পর স্থানীয় নেতাকর্মীরা কাফনের কাপড় পরে বিক্ষোভ করেছেন। তাঁর বিরুদ্ধে ‘সুবিধাবাদী’ ও ‘দলীয় সংকটে অনুপস্থিত’ থাকার অভিযোগ তোলা হচ্ছে। মনোনয়ন পরিবর্তনের দাবিতে তিন স্থানীয় নেতা চিঠি পাঠিয়েছেন। চিঠিতে তাঁর অতীত আওয়ামী লীগের সঙ্গে সংশ্লিষ্টতা এবং দীর্ঘ সময় দেশের বাইরে থাকার বিষয়টি তুলে ধরা হয়েছে। এসব অভিযোগ সরোয়ার জামালের পক্ষ থেকে অস্বীকার করা হয়েছে। (574, 512, 706, 604)
article-paragraph: গত আগস্ট থেকেই গৃহবন্দি ছিলেন বলসোনারো। ওই সময় তার পায়ে একটি ইলেকট্রনিক অ্যাংকেল ট্যাগ লাগানো ছিল। কিন্তু এটি কেটে ফেলার চেষ্টা করেন বলসোনারো। এরপর শনিবার তাকে নিজেদের অধীনে নিয়ে যায় পুলিশ। (710, 715, 842, 766)
article-paragraph: ছাত্র-জনতার আন্দোলনের মুখে গত বছরের ৫ আগস্ট আওয়ামী লীগ সরকারের পতন ঘটে এবং শেখ হাসিনা ভারতে চলে যান। এর মধ্য দিয়ে আওয়ামী লীগ সরকারের দীর্ঘ প্রায় ১৬ বছরের শাসনের অবসান ঘটে। (302, 392, 434, 434)
article-paragraph: বুধবার পররাষ্ট্র মন্ত্রণালয়ে সাংবাদিকদের প্রশ্নের জবাবে এসব কথা বলেন উপদেষ্টা। (30, 162, 162, 179)
article-paragraph: বুধবার দুপুরে সচিবালয়ে কৃষি মন্ত্রণালয়ের সভাকক্ষে বার্ষিক উন্নয়ন কর্মসূচি পর্যালোচনা সভা শেষে সাংবাদিকদের এক প্রশ্নের জবাবে এসব কথা বলেন তিনি। (30, 488, 162, 522)
article-paragraph: প্রধান কার্যালয়ের নগর ভবনে এ বৈঠক অনুষ্ঠিত হবে। (166, 222, 298, 240)
article-paragraph: একটি দলের পক্ষ থেকে নির্বাচন প্রতিহতের ঘোষণার প্রসঙ্গে সিইসি বলেন, “যারা প্রতিহত করার ঘোষণা দিয়েছে, তাদের ব্যাপারে সব ধরনের ব্যবস্থা নেওয়া হবে। সাংবাদিক, ভোটার, দেশবাসীরাসহ মিলে অনাকাঙ্ক্ষিত পরিস্থিতি প্রতিহত করতে হবে।” (30, 1241, 162, 1292)
article-paragraph: সম্প্রতি ঢাকা সফর করে গেছেন কমনওয়েলথ মহাসচিব শার্লি বোচওয়ে। তিনি অন্তর্ভুক্তিমূলক নির্বাচনের কথা বলে গেছেন। এ প্রসঙ্গে উপদেষ্টা বলেন, নির্বাচন কিভাবে হবে না হবে এটার ব্যাপারে প্রত্যেকের ইউনিক ধারণা নিয়েছেন। বাকিটুকু নির্বাচন কমিশনের বিষয়। এটা আমাকে জিজ্ঞেস করে লাভ নেই। উনি আসলে নির্বাচন উপলক্ষে এসেছেন। তারা নির্বাচনে পর্যবেক্ষক পাঠাবে। (30, 211, 162, 287)
article-paragraph: ভর্তি করা হয়। এ ঘটনায় ওই শিশুটির বাবা বাদী হয়ে পরদিন ২০১৯ সালের ১৬ মে ফরিদপুর ভাঙ্গা থানায় মুরাদ খন্দকারকে একমাত্র আসামি করে নারী ও শিশু নির্যাতন দমন আইনে একটি মামলা দায়ের করেন। (302, 1198, 434, 1240)
article-paragraph: বর্তমান নিয়ম অনুযায়ী, লাইসেন্স নবায়নের জন্য ফিঙ্গারপ্রিন্ট দেওয়ার প্রয়োজন নেই এবং কাগজপত্র জমা দেওয়ার প্রক্রিয়াও সহজ হয়েছে। (438, 619, 570, 644)
article-paragraph: ৪. শিক্ষাগত যোগ্যতার সনদ (438, 834, 515, 843)
jump-label: প্রথম পাতার পর (76, 1125, 116, 1133)
article-paragraph: ১. ড্রাইভিং লাইসেন্সের মেয়াদ শেষ হলে করণীয় হলো প্রথমে নির্ধারিত ফি অনলাইনে জমা দেওয়া এবং তারপর বাংলাদেশ সড়ক পরিবহন কর্তৃপক্ষের (বিআরটিএ) নির্ধারিত সার্কেল অফিসে প্রয়োজনীয় কাগজপত্রসহ আবেদন করা। মেয়াদ শেষ হওয়ার ১৫ দিন পর থেকে প্রতি বছরের জন্য অতিরিক্ত জরিমানা দিতে হবে। (438, 469, 570, 536)
section-divider: ॥ (764, 54, 776, 78)
article-paragraph: চট্টগ্রাম-৯ (কোতোয়ালী-বাকলিয়া): ৫ মনোনয়নপ্রত্যাশী: (574, 752, 680, 770)
article-headline[interactable]: বিএনপি নেতা (717, 794, 835, 819)
article (710, 532, 842, 639)
article-headline[interactable]: এসপি নিয়োগে তিনটি (33, 414, 159, 463)
jump-label: শেষ পাতার পর (485, 452, 523, 460)
article-paragraph: ওয়াহিদউদ্দিন মাহমুদ অনুষ্ঠানের উদ্বোধন করেন। তিনি বলেন, এই খাতের উন্নয়নে জাতীয় প্রাণিসম্পদ সপ্তাহ গুরুত্বপূর্ণ ভূমিকা রাখবে। পশু পালন প্রান্তিক জনগোষ্ঠীর জন্য সম্ভাবনা হিসেবে কাজ করছে এবং এ খাত অর্থনীতিতে শক্তি যুগিয়েছে বলেও মনে করেন তিনি। (30, 922, 163, 973)
article (302, 318, 434, 434)
article-paragraph: ফজলুর রহমানের আর কোনো পরিচয় আছে কিনা জানতে চান ট্রাইব্যুনাল। তিনি বিএনপি চেয়ারপার্সনের উপদেষ্টা ও আগামী জাতীয় সংসদ নির্বাচনে এমপি প্রার্থী বলে জানান প্রসিকিউটর তামিম। একইসঙ্গে জুলাই বিপ্লব নিয়ে আগেও এমন বিরূপ মন্তব্য করার কারণে তার বিএনপির পদটি স্থগিত রেখেছে বলেও উল্লেখ করা হয়। পরে কোন আইনে অবমাননা করেছেন তা পড়েন প্রসিকিউটর তামিম। (710, 852, 842, 927)
article-paragraph: আহ্বান করার সিদ্ধান্ত গ্রহণ করেছে। (574, 1299, 672, 1308)
article-paragraph: চট্টগ্রাম-৬ (রাউজান): ৩ মনোনয়নপ্রত্যাশী: (574, 710, 695, 720)
section-title: খবর (706, 50, 752, 80)
article-paragraph: ৩. মেয়াদোত্তীর্ণ হওয়ার ১৫ দিন পর থেকে প্রতি বছরের জন্য ৫১৮ টাকা জরিমানা প্রযোজ্য হবে। তাই আগেই করুন। (438, 569, 570, 595)
article-paragraph: বাংলাদেশি শিক্ষার্থীদের ভিসা দেওয়ার সময় আরও কমিয়ে আনার কথা বলেন রাষ্ট্রদূত। তিনি বলেন, শিক্ষার্থীদের ভিসার বিষয়টি বড় ধরনের চ্যালেঞ্জ। অনেক শিক্ষার্থী জার্মানিতে পড়তে যেতে চায়। আমরা চেষ্টা করছি, ভিসার দেওয়ার সময়টাকে কমিয়ে আনা যায়। অপরদিকে, বাংলাদেশি ভিসা প্রার্থী আছে তাদের কাছে আমরা সহযোগিতা চাই। (710, 181, 842, 248)
article-paragraph: এ বিষয়ে ডিএনসিসির জনসংযোগ কর্মকর্তা মো. জোবায়ের হোসেন বলেন, ‘এই গোলটেবিল বৈঠকে আমরা ডিএনসিসি এলাকার বিভিন্ন হাউজিং প্রতিষ্ঠান, কল্যাণ সমিতির নেতা (166, 1293, 298, 1327)
article-paragraph: দেশের ঢাকা, রাজশাহী, চট্টগ্রাম, খুলনা, বরিশাল, সিলেট, রংপুর ও ময়মনসিংহসহ এই আটটি কেন্দ্রে লিখিত পরীক্ষা অনুষ্ঠিত হবে। তবে পদসংশ্লিষ্ট কিছু বিষয় পরীক্ষা শুধুমাত্র ঢাকায় অনুষ্ঠিত হবে বলেও জানানো হয়েছে। (302, 1095, 434, 1137)
article-paragraph: চট্টগ্রাম-৩ (সন্দীপ): ৭ মনোনয়নপ্রত্যাশী (574, 620, 683, 629)
article-paragraph: বিরুদ্ধে ওঠা এ অভিযোগ অস্বীকার করেছেন। (302, 495, 424, 504)
article-headline[interactable]: সৌদি যুবরাজ (311, 834, 425, 859)
article-headline[interactable]: সুষ্ঠু নির্বাচন (48, 1101, 144, 1126)
article-paragraph: বাসা ভাড়া নিয়ন্ত্রণে ডিএনসিসির উদ্যোগ: (166, 1068, 282, 1078)
article-paragraph: ড্রাইভিং লাইসেন্সের মেয়াদ নবায়ন করতে যেসব কাগজপত্র প্রয়োজন- (438, 776, 570, 794)
article-paragraph: তিনি আরও বলেন, দেশে বিভিন্ন প্রজাতির গবাদিপশু পালন করা হচ্ছে। দেশীয় উদ্যোক্তারাও এ ক্ষেত্রে গুরুত্বপূর্ণ ভূমিকা রাখছেন। এতে লাখ লাখ মানুষের কর্মসংস্থান সৃষ্টি হচ্ছে। (30, 1039, 162, 1081)
article-paragraph: ৪. আবেদন ফি জমা দেওয়ার পর প্রয়োজনীয় কাগজপত্র নিয়ে আপনার এলাকার বিআরটিএর নির্দিষ্ট সার্কেল অফিসে আবেদন জমা দিন। (438, 594, 570, 619)
article-paragraph: ১. পেশাদার ড্রাইভিং লাইসেন্সধারীদেরকে পুনরায় একটি ব্যবহারিক পরীক্ষায় অংশগ্রহণ করতে হবে। (438, 652, 570, 678)
article-paragraph: এ সময় বেসরকারি টেলিভিশন চ্যানেল টোয়েন্টিফোরের ওই টকশোতে ট্রাইব্যুনাল নিয়ে মন্তব্য করা ফজলুর রহমানের কথাগুলো বাজিয়ে শোনানো হয়। পরে বাকি শুনানির জন্য নতুন দিন ঠিক করেন ট্রাইব্যুনাল। (710, 927, 842, 969)
article-paragraph: চট্টগ্রাম-১৪ (চন্দনাইশ-সাতকানিয়া আংশিক): ৪ মনোনয়নপ্রত্যাশী: (574, 877, 706, 894)
